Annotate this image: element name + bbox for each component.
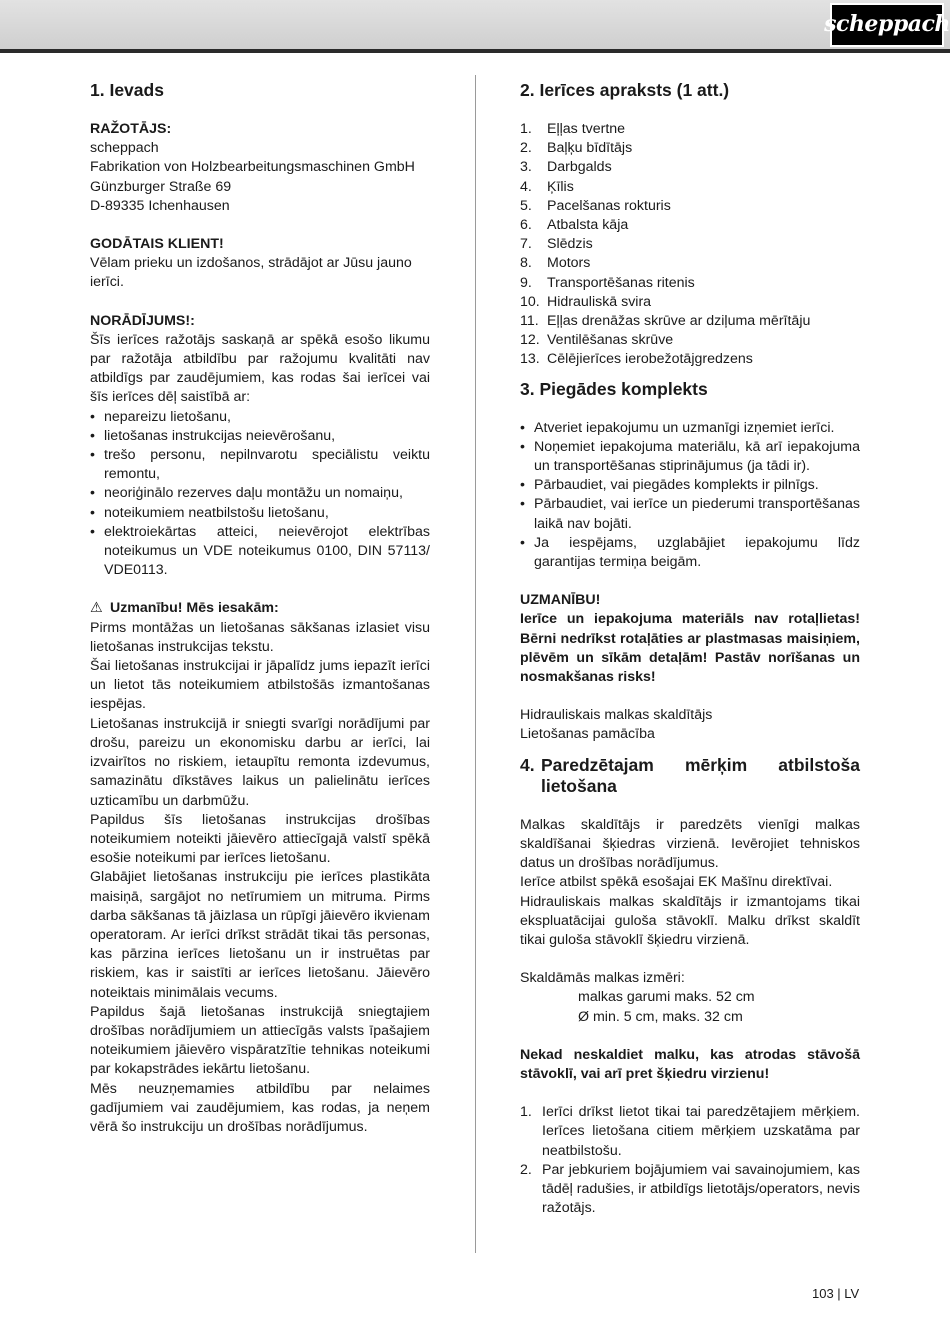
- contents-item: Lietošanas pamācība: [520, 726, 655, 743]
- list-item: 2. Par jebkuriem bojājumiem vai savainojumiem, kas tādēļ radušies, ir atbildīgs lietotājs/operators, nevis ražotājs.: [520, 1161, 860, 1217]
- manufacturer-line: Günzburger Straße 69: [90, 178, 232, 195]
- list-item: • Pārbaudiet, vai ierīce un piederumi transportēšanas laikā nav bojāti.: [520, 495, 860, 533]
- caution-text: Ierīce un iepakojuma materiāls nav rotaļlietas! Bērni nedrīkst rotaļāties ar plastmasas maisiņiem, plēvēm un sīkām detaļām! Pastāv norīšanas un nosmakšanas risks!: [520, 611, 860, 686]
- list-item: • Atveriet iepakojumu un uzmanīgi izņemiet ierīci.: [520, 419, 860, 438]
- left-column: [90, 80, 430, 1137]
- warning-paragraph: Lietošanas instrukcijā ir sniegti svarīgi norādījumi par drošu, pareizu un ekonomisku darbu ar ierīci, lai izvairītos no riskiem, ietaupītu remonta izdevumus, samazinātu dīkstāves laikus un palielinātu ierīces uzticamību un darbmūžu.: [90, 715, 430, 809]
- warning-paragraph: Mēs neuzņemamies atbildību par nelaimes gadījumiem vai zaudējumiem, kas rodas, ja neņem vērā šo instrukciju un drošības norādījumus.: [90, 1080, 430, 1135]
- delivery-bullet-list: [520, 419, 860, 573]
- warning-paragraph: Glabājiet lietošanas instrukciju pie ierīces plastikāta maisiņā, sargājot no netīrumiem un mitruma. Pirms darba sākšanas tā jāizlasa un rūpīgi jāievēro ikvienam operatoram. Ar ierīci drīkst strādāt tikai tās personas, kas pārzina ierīces lietošanu un ir instruētas par riskiem, kas ir saistīti ar ierīces lietošanu. Jāievēro noteiktais minimālais vecums.: [90, 869, 430, 1001]
- list-item: • noteikumiem neatbilstošu lietošanu,: [90, 504, 430, 523]
- list-item: • nepareizu lietošanu,: [90, 408, 430, 427]
- list-item: 1. Ierīci drīkst lietot tikai tai paredzētajiem mērķiem. Ierīces lietošana citiem mērķiem uzskatāma par neatbilstošu.: [520, 1104, 860, 1159]
- warning-paragraph: Šai lietošanas instrukcijai ir jāpalīdz jums iepazīt ierīci un lietot tās noteikumiem atbilstošās izmantošanas iespējas.: [90, 658, 430, 713]
- page-number: 103 | LV: [812, 1286, 860, 1301]
- use-paragraph: Malkas skaldītājs ir paredzēts vienīgi malkas skaldīšanai šķiedras virzienā. Ievērojiet tehniskos datus un drošības norādījumus.: [520, 816, 860, 872]
- warning-label: Uzmanību! Mēs iesakām:: [109, 600, 279, 617]
- list-item: 9. Transportēšanas ritenis: [520, 274, 695, 291]
- note-label: NORĀDĪJUMS!:: [90, 312, 195, 329]
- dimensions-label: Skaldāmās malkas izmēri:: [520, 970, 685, 987]
- list-item: 8. Motors: [520, 255, 591, 272]
- section-title-introduction: 1. Ievads: [90, 80, 164, 100]
- list-item: 3. Darbgalds: [520, 159, 612, 176]
- dimension-item: Ø min. 5 cm, maks. 32 cm: [578, 1008, 743, 1025]
- manufacturer-label: RAŽOTĀJS:: [90, 121, 172, 137]
- column-divider: [475, 75, 476, 1253]
- caution-label: UZMANĪBU!: [520, 592, 601, 609]
- list-item: 1. Eļļas tvertne: [520, 121, 626, 137]
- rules-list: [520, 1103, 860, 1218]
- list-item: 5. Pacelšanas rokturis: [520, 197, 671, 214]
- greeting-text: Vēlam prieku un izdošanos, strādājot ar Jūsu jauno ierīci.: [90, 255, 412, 291]
- greeting-label: GODĀTAIS KLIENT!: [90, 236, 224, 253]
- manufacturer-line: scheppach: [90, 140, 159, 157]
- warning-paragraph: Papildus šajā lietošanas instrukcijā sniegtajiem drošības norādījumiem un attiecīgās valsts īpašajiem noteikumiem jāievēro vispāratzītie tehnikas noteikumi par kokapstrādes iekārtu lietošanu.: [90, 1003, 430, 1078]
- list-item: 10. Hidrauliskā svira: [520, 293, 652, 310]
- manufacturer-line: Fabrikation von Holzbearbeitungsmaschinen GmbH: [90, 159, 415, 176]
- list-item: 4. Ķīlis: [520, 178, 574, 195]
- never-split-warning: Nekad neskaldiet malku, kas atrodas stāvošā stāvoklī, vai arī pret šķiedru virzienu!: [520, 1046, 860, 1082]
- list-item: 13. Cēlējierīces ierobežotājgredzens: [520, 351, 753, 368]
- warning-triangle-icon: ⚠: [90, 600, 103, 617]
- list-item: 2. Baļķu bīdītājs: [520, 140, 633, 157]
- use-paragraph: Hidrauliskais malkas skaldītājs ir izmantojams tikai ekspluatācijai guloša stāvoklī. Malku drīkst skaldīt tikai guloša stāvoklī šķiedru virzienā.: [520, 893, 860, 948]
- list-item: • Ja iespējams, uzglabājiet iepakojumu līdz garantijas termiņa beigām.: [520, 534, 860, 572]
- list-item: • trešo personu, nepilnvarotu speciālistu veiktu remontu,: [90, 446, 430, 484]
- brand-logo: scheppach: [830, 3, 944, 47]
- list-item: • Pārbaudiet, vai piegādes komplekts ir pilnīgs.: [520, 476, 860, 495]
- use-paragraph: Ierīce atbilst spēkā esošajai EK Mašīnu direktīvai.: [520, 874, 833, 891]
- section-title-device-description: 2. Ierīces apraksts (1 att.): [520, 80, 730, 100]
- right-column: [520, 80, 860, 1218]
- dimension-item: malkas garumi maks. 52 cm: [578, 989, 755, 1006]
- list-item: 7. Slēdzis: [520, 236, 593, 253]
- section-title-delivery: 3. Piegādes komplekts: [520, 378, 708, 399]
- note-text: Šīs ierīces ražotājs saskaņā ar spēkā esošo likumu par ražotāja atbildību par ražojumu kvalitāti nav atbildīgs par zaudējumiem, kas rodas šai ierīcei vai šīs ierīces dēļ saistībā ar:: [90, 331, 430, 406]
- warning-paragraph: Pirms montāžas un lietošanas sākšanas izlasiet visu lietošanas instrukcijas tekstu.: [90, 619, 430, 655]
- list-item: • elektroiekārtas atteici, neievērojot elektrības noteikumus un VDE noteikumus 0100, DIN 57113/ VDE0113.: [90, 523, 430, 581]
- header-band: [0, 0, 950, 49]
- note-bullet-list: [90, 408, 430, 581]
- contents-item: Hidrauliskais malkas skaldītājs: [520, 707, 713, 724]
- list-item: 11. Eļļas drenāžas skrūve ar dziļuma mērītāju: [520, 313, 811, 330]
- list-item: • lietošanas instrukcijas neievērošanu,: [90, 427, 430, 446]
- header-rule: [0, 49, 950, 53]
- warning-heading: [90, 599, 430, 618]
- warning-paragraph: Papildus šīs lietošanas instrukcijas drošības noteikumiem noteikti jāievēro attiecīgajā valstī spēkā esošie noteikumi par ierīces lietošanu.: [90, 811, 430, 867]
- list-item: 12. Ventilēšanas skrūve: [520, 332, 674, 349]
- section-title-intended-use: 4. Paredzētajam mērķim atbilstoša lietošana: [520, 754, 860, 796]
- list-item: • neoriģinālo rezerves daļu montāžu un nomaiņu,: [90, 484, 430, 503]
- parts-list: [520, 120, 860, 370]
- list-item: 6. Atbalsta kāja: [520, 217, 629, 234]
- list-item: • Noņemiet iepakojuma materiālu, kā arī iepakojuma un transportēšanas stiprinājumus (ja tādi ir).: [520, 438, 860, 476]
- manufacturer-line: D-89335 Ichenhausen: [90, 197, 230, 214]
